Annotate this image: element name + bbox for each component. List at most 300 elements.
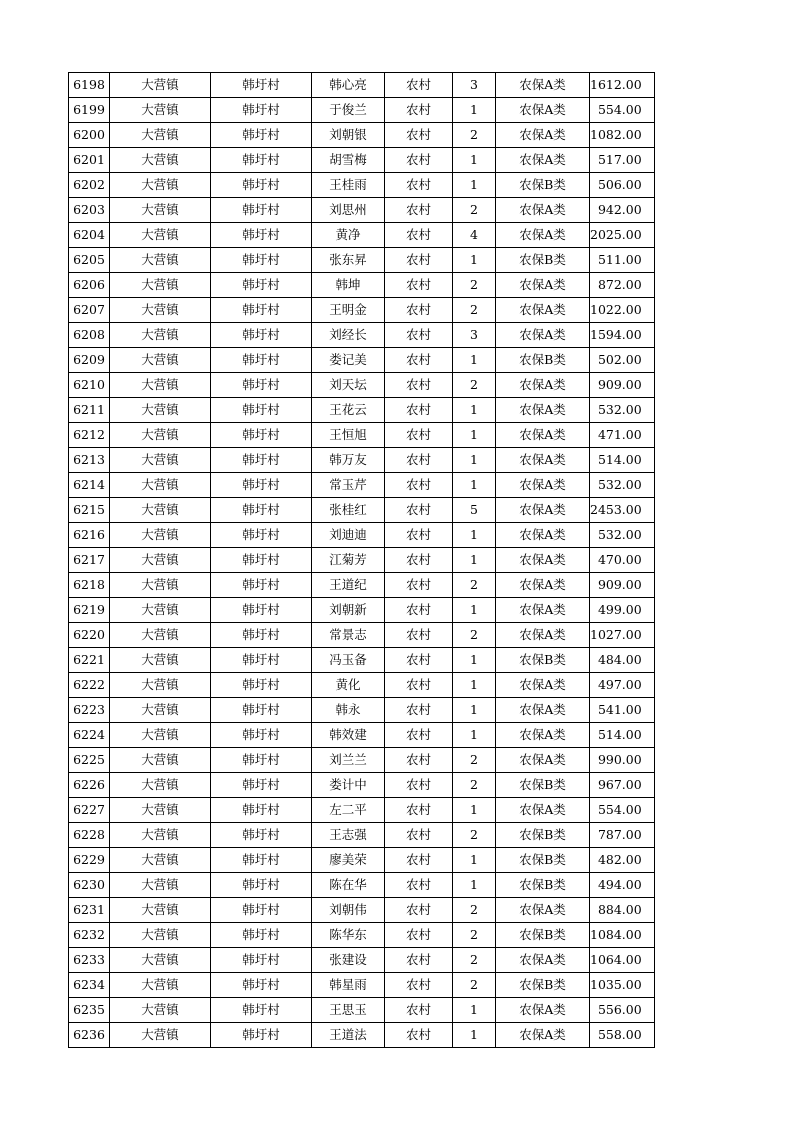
household-type-cell: 农村 (385, 223, 453, 248)
amount-cell: 554.00 (590, 798, 655, 823)
row-number-cell: 6215 (69, 498, 110, 523)
insurance-class-cell: 农保A类 (496, 673, 590, 698)
amount-cell: 470.00 (590, 548, 655, 573)
insurance-class-cell: 农保A类 (496, 998, 590, 1023)
village-cell: 韩圩村 (211, 573, 312, 598)
village-cell: 韩圩村 (211, 73, 312, 98)
row-number-cell: 6217 (69, 548, 110, 573)
amount-cell: 482.00 (590, 848, 655, 873)
town-cell: 大营镇 (110, 348, 211, 373)
member-count-cell: 1 (453, 348, 496, 373)
village-cell: 韩圩村 (211, 923, 312, 948)
row-number-cell: 6220 (69, 623, 110, 648)
row-number-cell: 6231 (69, 898, 110, 923)
town-cell: 大营镇 (110, 873, 211, 898)
amount-cell: 872.00 (590, 273, 655, 298)
name-cell: 娄计中 (312, 773, 385, 798)
village-cell: 韩圩村 (211, 1023, 312, 1048)
name-cell: 黄净 (312, 223, 385, 248)
insurance-class-cell: 农保A类 (496, 748, 590, 773)
member-count-cell: 1 (453, 448, 496, 473)
table-row (69, 148, 655, 173)
name-cell: 王思玉 (312, 998, 385, 1023)
amount-cell: 1027.00 (590, 623, 655, 648)
insurance-class-cell: 农保A类 (496, 548, 590, 573)
village-cell: 韩圩村 (211, 98, 312, 123)
household-type-cell: 农村 (385, 198, 453, 223)
name-cell: 刘朝新 (312, 598, 385, 623)
village-cell: 韩圩村 (211, 498, 312, 523)
table-row (69, 673, 655, 698)
village-cell: 韩圩村 (211, 348, 312, 373)
household-type-cell: 农村 (385, 398, 453, 423)
member-count-cell: 2 (453, 948, 496, 973)
household-type-cell: 农村 (385, 598, 453, 623)
insurance-class-cell: 农保A类 (496, 423, 590, 448)
village-cell: 韩圩村 (211, 523, 312, 548)
table-row (69, 598, 655, 623)
row-number-cell: 6202 (69, 173, 110, 198)
amount-cell: 517.00 (590, 148, 655, 173)
insurance-class-cell: 农保A类 (496, 123, 590, 148)
household-type-cell: 农村 (385, 673, 453, 698)
row-number-cell: 6206 (69, 273, 110, 298)
town-cell: 大营镇 (110, 723, 211, 748)
amount-cell: 532.00 (590, 473, 655, 498)
village-cell: 韩圩村 (211, 173, 312, 198)
household-type-cell: 农村 (385, 823, 453, 848)
village-cell: 韩圩村 (211, 673, 312, 698)
member-count-cell: 3 (453, 73, 496, 98)
household-type-cell: 农村 (385, 523, 453, 548)
insurance-class-cell: 农保A类 (496, 198, 590, 223)
member-count-cell: 1 (453, 848, 496, 873)
town-cell: 大营镇 (110, 223, 211, 248)
town-cell: 大营镇 (110, 198, 211, 223)
row-number-cell: 6214 (69, 473, 110, 498)
amount-cell: 990.00 (590, 748, 655, 773)
insurance-class-cell: 农保A类 (496, 73, 590, 98)
household-type-cell: 农村 (385, 248, 453, 273)
insurance-class-cell: 农保A类 (496, 498, 590, 523)
amount-cell: 884.00 (590, 898, 655, 923)
table-row (69, 1023, 655, 1048)
row-number-cell: 6203 (69, 198, 110, 223)
name-cell: 韩效建 (312, 723, 385, 748)
table-row (69, 798, 655, 823)
member-count-cell: 4 (453, 223, 496, 248)
name-cell: 刘兰兰 (312, 748, 385, 773)
amount-cell: 2453.00 (590, 498, 655, 523)
table-row (69, 298, 655, 323)
name-cell: 张桂红 (312, 498, 385, 523)
town-cell: 大营镇 (110, 273, 211, 298)
row-number-cell: 6207 (69, 298, 110, 323)
amount-cell: 541.00 (590, 698, 655, 723)
town-cell: 大营镇 (110, 373, 211, 398)
row-number-cell: 6213 (69, 448, 110, 473)
village-cell: 韩圩村 (211, 648, 312, 673)
town-cell: 大营镇 (110, 448, 211, 473)
name-cell: 王明金 (312, 298, 385, 323)
table-row (69, 648, 655, 673)
household-type-cell: 农村 (385, 998, 453, 1023)
member-count-cell: 1 (453, 173, 496, 198)
town-cell: 大营镇 (110, 98, 211, 123)
row-number-cell: 6216 (69, 523, 110, 548)
member-count-cell: 1 (453, 648, 496, 673)
member-count-cell: 1 (453, 798, 496, 823)
row-number-cell: 6212 (69, 423, 110, 448)
table-row (69, 723, 655, 748)
town-cell: 大营镇 (110, 648, 211, 673)
row-number-cell: 6232 (69, 923, 110, 948)
name-cell: 张东昇 (312, 248, 385, 273)
town-cell: 大营镇 (110, 898, 211, 923)
insurance-class-cell: 农保A类 (496, 573, 590, 598)
name-cell: 王志强 (312, 823, 385, 848)
member-count-cell: 2 (453, 823, 496, 848)
member-count-cell: 1 (453, 723, 496, 748)
member-count-cell: 5 (453, 498, 496, 523)
amount-cell: 532.00 (590, 523, 655, 548)
table-row (69, 348, 655, 373)
row-number-cell: 6225 (69, 748, 110, 773)
village-cell: 韩圩村 (211, 423, 312, 448)
town-cell: 大营镇 (110, 473, 211, 498)
village-cell: 韩圩村 (211, 698, 312, 723)
name-cell: 王道法 (312, 1023, 385, 1048)
village-cell: 韩圩村 (211, 248, 312, 273)
town-cell: 大营镇 (110, 323, 211, 348)
household-type-cell: 农村 (385, 373, 453, 398)
household-type-cell: 农村 (385, 623, 453, 648)
insurance-class-cell: 农保A类 (496, 948, 590, 973)
name-cell: 黄化 (312, 673, 385, 698)
name-cell: 刘经长 (312, 323, 385, 348)
insurance-class-cell: 农保A类 (496, 448, 590, 473)
village-cell: 韩圩村 (211, 323, 312, 348)
household-type-cell: 农村 (385, 73, 453, 98)
town-cell: 大营镇 (110, 173, 211, 198)
amount-cell: 502.00 (590, 348, 655, 373)
member-count-cell: 1 (453, 548, 496, 573)
town-cell: 大营镇 (110, 598, 211, 623)
amount-cell: 471.00 (590, 423, 655, 448)
row-number-cell: 6218 (69, 573, 110, 598)
amount-cell: 909.00 (590, 573, 655, 598)
table-row (69, 848, 655, 873)
insurance-class-cell: 农保A类 (496, 898, 590, 923)
insurance-class-cell: 农保B类 (496, 973, 590, 998)
village-cell: 韩圩村 (211, 773, 312, 798)
household-type-cell: 农村 (385, 698, 453, 723)
name-cell: 常景志 (312, 623, 385, 648)
row-number-cell: 6209 (69, 348, 110, 373)
amount-cell: 787.00 (590, 823, 655, 848)
amount-cell: 511.00 (590, 248, 655, 273)
table-row (69, 523, 655, 548)
town-cell: 大营镇 (110, 73, 211, 98)
amount-cell: 514.00 (590, 723, 655, 748)
member-count-cell: 1 (453, 423, 496, 448)
member-count-cell: 3 (453, 323, 496, 348)
name-cell: 刘朝银 (312, 123, 385, 148)
household-type-cell: 农村 (385, 748, 453, 773)
member-count-cell: 1 (453, 998, 496, 1023)
household-type-cell: 农村 (385, 323, 453, 348)
village-cell: 韩圩村 (211, 898, 312, 923)
table-row (69, 548, 655, 573)
amount-cell: 558.00 (590, 1023, 655, 1048)
insurance-class-cell: 农保A类 (496, 323, 590, 348)
name-cell: 王道纪 (312, 573, 385, 598)
household-type-cell: 农村 (385, 848, 453, 873)
member-count-cell: 1 (453, 398, 496, 423)
row-number-cell: 6230 (69, 873, 110, 898)
amount-cell: 2025.00 (590, 223, 655, 248)
village-cell: 韩圩村 (211, 948, 312, 973)
row-number-cell: 6219 (69, 598, 110, 623)
insurance-class-cell: 农保A类 (496, 598, 590, 623)
table-row (69, 998, 655, 1023)
name-cell: 冯玉备 (312, 648, 385, 673)
town-cell: 大营镇 (110, 773, 211, 798)
row-number-cell: 6208 (69, 323, 110, 348)
town-cell: 大营镇 (110, 923, 211, 948)
member-count-cell: 2 (453, 123, 496, 148)
name-cell: 韩星雨 (312, 973, 385, 998)
insurance-class-cell: 农保A类 (496, 98, 590, 123)
member-count-cell: 1 (453, 98, 496, 123)
insurance-class-cell: 农保B类 (496, 848, 590, 873)
table-row (69, 748, 655, 773)
name-cell: 左二平 (312, 798, 385, 823)
amount-cell: 909.00 (590, 373, 655, 398)
town-cell: 大营镇 (110, 298, 211, 323)
village-cell: 韩圩村 (211, 473, 312, 498)
row-number-cell: 6228 (69, 823, 110, 848)
member-count-cell: 2 (453, 973, 496, 998)
table-body (69, 73, 655, 1048)
row-number-cell: 6199 (69, 98, 110, 123)
member-count-cell: 2 (453, 198, 496, 223)
table-row (69, 248, 655, 273)
amount-cell: 1064.00 (590, 948, 655, 973)
row-number-cell: 6222 (69, 673, 110, 698)
town-cell: 大营镇 (110, 623, 211, 648)
household-type-cell: 农村 (385, 98, 453, 123)
name-cell: 韩坤 (312, 273, 385, 298)
name-cell: 胡雪梅 (312, 148, 385, 173)
household-type-cell: 农村 (385, 648, 453, 673)
insurance-class-cell: 农保A类 (496, 373, 590, 398)
insurance-class-cell: 农保A类 (496, 298, 590, 323)
table-row (69, 623, 655, 648)
row-number-cell: 6200 (69, 123, 110, 148)
town-cell: 大营镇 (110, 748, 211, 773)
town-cell: 大营镇 (110, 973, 211, 998)
village-cell: 韩圩村 (211, 398, 312, 423)
village-cell: 韩圩村 (211, 873, 312, 898)
table-row (69, 98, 655, 123)
town-cell: 大营镇 (110, 948, 211, 973)
village-cell: 韩圩村 (211, 748, 312, 773)
row-number-cell: 6210 (69, 373, 110, 398)
name-cell: 王恒旭 (312, 423, 385, 448)
household-type-cell: 农村 (385, 723, 453, 748)
name-cell: 王桂雨 (312, 173, 385, 198)
name-cell: 王花云 (312, 398, 385, 423)
table-row (69, 198, 655, 223)
town-cell: 大营镇 (110, 573, 211, 598)
member-count-cell: 1 (453, 873, 496, 898)
table-row (69, 373, 655, 398)
row-number-cell: 6235 (69, 998, 110, 1023)
town-cell: 大营镇 (110, 523, 211, 548)
insurance-class-cell: 农保A类 (496, 223, 590, 248)
table-row (69, 948, 655, 973)
row-number-cell: 6229 (69, 848, 110, 873)
table-row (69, 448, 655, 473)
household-type-cell: 农村 (385, 348, 453, 373)
insurance-class-cell: 农保A类 (496, 273, 590, 298)
household-type-cell: 农村 (385, 548, 453, 573)
household-type-cell: 农村 (385, 873, 453, 898)
amount-cell: 514.00 (590, 448, 655, 473)
household-type-cell: 农村 (385, 1023, 453, 1048)
name-cell: 廖美荣 (312, 848, 385, 873)
town-cell: 大营镇 (110, 673, 211, 698)
town-cell: 大营镇 (110, 248, 211, 273)
member-count-cell: 1 (453, 673, 496, 698)
table-row (69, 898, 655, 923)
name-cell: 韩万友 (312, 448, 385, 473)
table-row (69, 223, 655, 248)
village-cell: 韩圩村 (211, 123, 312, 148)
village-cell: 韩圩村 (211, 148, 312, 173)
name-cell: 陈华东 (312, 923, 385, 948)
insurance-class-cell: 农保A类 (496, 1023, 590, 1048)
table-row (69, 698, 655, 723)
town-cell: 大营镇 (110, 148, 211, 173)
table-row (69, 173, 655, 198)
insurance-class-cell: 农保A类 (496, 148, 590, 173)
member-count-cell: 2 (453, 748, 496, 773)
insurance-class-cell: 农保A类 (496, 798, 590, 823)
table-row (69, 73, 655, 98)
household-type-cell: 农村 (385, 448, 453, 473)
member-count-cell: 1 (453, 248, 496, 273)
insurance-class-cell: 农保A类 (496, 473, 590, 498)
household-type-cell: 农村 (385, 423, 453, 448)
insurance-class-cell: 农保A类 (496, 623, 590, 648)
row-number-cell: 6226 (69, 773, 110, 798)
amount-cell: 484.00 (590, 648, 655, 673)
table-row (69, 498, 655, 523)
table-row (69, 773, 655, 798)
member-count-cell: 2 (453, 373, 496, 398)
household-type-cell: 农村 (385, 123, 453, 148)
table-row (69, 398, 655, 423)
data-table (68, 72, 655, 1048)
amount-cell: 554.00 (590, 98, 655, 123)
row-number-cell: 6211 (69, 398, 110, 423)
table-row (69, 973, 655, 998)
name-cell: 刘朝伟 (312, 898, 385, 923)
name-cell: 娄记美 (312, 348, 385, 373)
member-count-cell: 2 (453, 273, 496, 298)
village-cell: 韩圩村 (211, 198, 312, 223)
town-cell: 大营镇 (110, 998, 211, 1023)
village-cell: 韩圩村 (211, 848, 312, 873)
household-type-cell: 农村 (385, 498, 453, 523)
village-cell: 韩圩村 (211, 798, 312, 823)
village-cell: 韩圩村 (211, 223, 312, 248)
row-number-cell: 6204 (69, 223, 110, 248)
insurance-class-cell: 农保B类 (496, 248, 590, 273)
town-cell: 大营镇 (110, 1023, 211, 1048)
village-cell: 韩圩村 (211, 998, 312, 1023)
table-row (69, 873, 655, 898)
amount-cell: 967.00 (590, 773, 655, 798)
insurance-class-cell: 农保B类 (496, 873, 590, 898)
household-type-cell: 农村 (385, 298, 453, 323)
town-cell: 大营镇 (110, 698, 211, 723)
table-row (69, 823, 655, 848)
table-row (69, 323, 655, 348)
town-cell: 大营镇 (110, 398, 211, 423)
insurance-class-cell: 农保B类 (496, 823, 590, 848)
member-count-cell: 2 (453, 623, 496, 648)
row-number-cell: 6224 (69, 723, 110, 748)
amount-cell: 506.00 (590, 173, 655, 198)
amount-cell: 532.00 (590, 398, 655, 423)
insurance-class-cell: 农保A类 (496, 398, 590, 423)
amount-cell: 1022.00 (590, 298, 655, 323)
town-cell: 大营镇 (110, 423, 211, 448)
member-count-cell: 2 (453, 773, 496, 798)
name-cell: 张建设 (312, 948, 385, 973)
member-count-cell: 1 (453, 1023, 496, 1048)
table-row (69, 473, 655, 498)
name-cell: 常玉芹 (312, 473, 385, 498)
household-type-cell: 农村 (385, 473, 453, 498)
member-count-cell: 1 (453, 598, 496, 623)
member-count-cell: 2 (453, 298, 496, 323)
village-cell: 韩圩村 (211, 448, 312, 473)
row-number-cell: 6198 (69, 73, 110, 98)
amount-cell: 1082.00 (590, 123, 655, 148)
insurance-class-cell: 农保B类 (496, 173, 590, 198)
amount-cell: 942.00 (590, 198, 655, 223)
village-cell: 韩圩村 (211, 973, 312, 998)
household-type-cell: 农村 (385, 148, 453, 173)
town-cell: 大营镇 (110, 798, 211, 823)
insurance-class-cell: 农保B类 (496, 773, 590, 798)
name-cell: 刘思州 (312, 198, 385, 223)
member-count-cell: 1 (453, 523, 496, 548)
insurance-class-cell: 农保B类 (496, 648, 590, 673)
household-type-cell: 农村 (385, 773, 453, 798)
amount-cell: 556.00 (590, 998, 655, 1023)
row-number-cell: 6234 (69, 973, 110, 998)
member-count-cell: 2 (453, 898, 496, 923)
row-number-cell: 6223 (69, 698, 110, 723)
name-cell: 江菊芳 (312, 548, 385, 573)
town-cell: 大营镇 (110, 548, 211, 573)
village-cell: 韩圩村 (211, 823, 312, 848)
